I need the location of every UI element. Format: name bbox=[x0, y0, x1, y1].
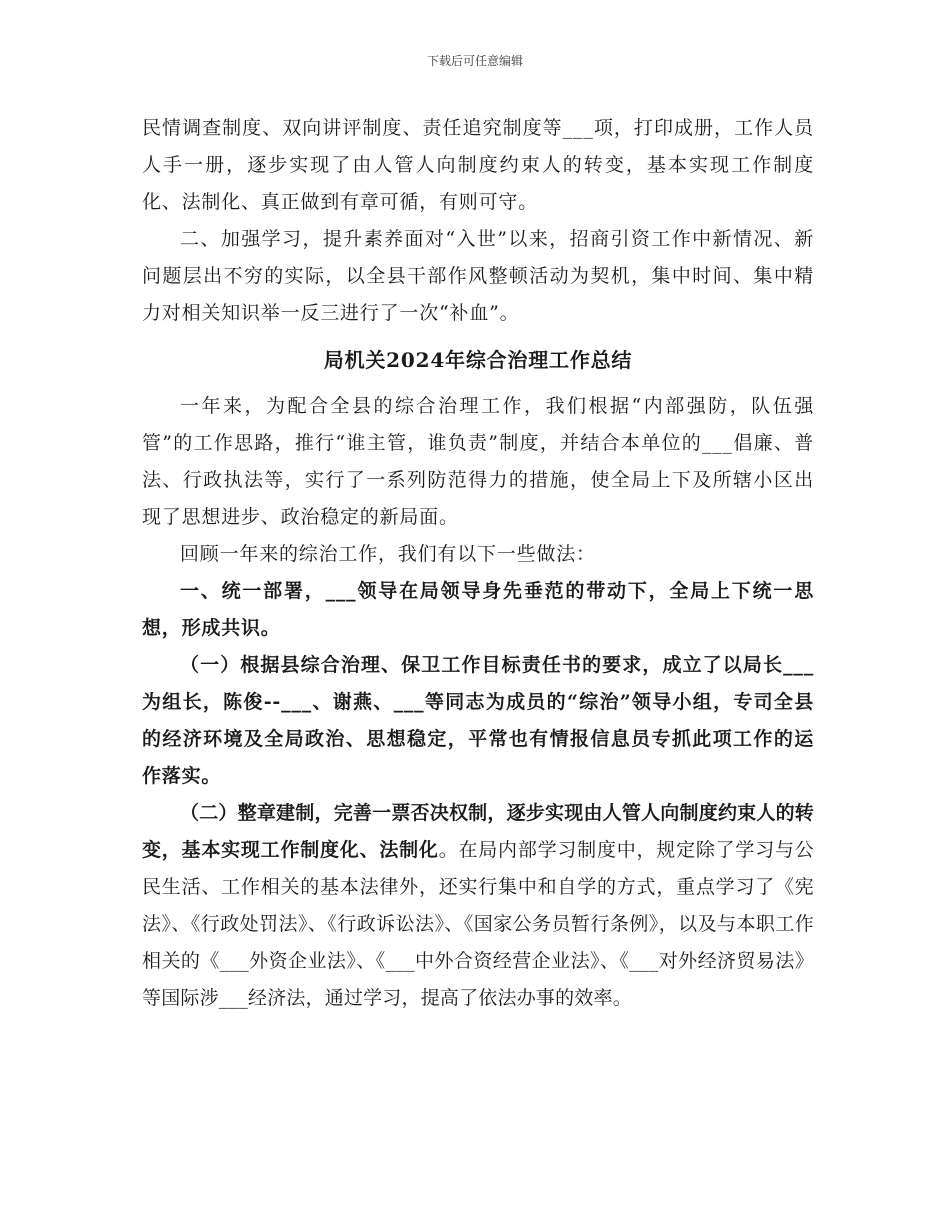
paragraph-continued: 民情调查制度、双向讲评制度、责任追究制度等___项，打印成册，工作人员人手一册，逐步实现了由人管人向制度约束人的转变，基本实现工作制度化、法制化、真正做到有章可循，有则可守。 bbox=[142, 117, 814, 213]
paragraph-review: 回顾一年来的综治工作，我们有以下一些做法： bbox=[180, 543, 596, 565]
item-two-bold-lead: （二）整章建制，完善一票否决权制，逐步实现由人管人向制度约束人的转变，基本实现工作制度化、法制化 bbox=[142, 802, 814, 861]
page-header: 下载后可任意编辑 bbox=[426, 54, 523, 68]
paragraph-item-one: （一）根据县综合治理、保卫工作目标责任书的要求，成立了以局长___为组长，陈俊--___、谢燕、___等同志为成员的“综治”领导小组，专司全县的经济环境及全局政治、思想稳定，平常也有情报信息员专抓此项工作的运作落实。 bbox=[142, 654, 814, 787]
section-heading-one: 一、统一部署，___领导在局领导身先垂范的带动下，全局上下统一思想，形成共识。 bbox=[142, 580, 814, 639]
paragraph-item-two bbox=[142, 795, 814, 1017]
document-body bbox=[142, 110, 814, 1017]
document-title: 局机关2024年综合治理工作总结 bbox=[323, 348, 633, 372]
paragraph-study: 二、加强学习，提升素养面对“入世”以来，招商引资工作中新情况、新问题层出不穷的实际，以全县干部作风整顿活动为契机，集中时间、集中精力对相关知识举一反三进行了一次“补血”。 bbox=[142, 228, 814, 324]
item-two-rest: 。在局内部学习制度中，规定除了学习与公民生活、工作相关的基本法律外，还实行集中和自学的方式，重点学习了《宪法》、《行政处罚法》、《行政诉讼法》、《国家公务员暂行条例》，以及与本职工作相关的《___外资企业法》、《___中外合资经营企业法》、《___对外经济贸易法》等国际涉___经济法，通过学习，提高了依法办事的效率。 bbox=[142, 839, 814, 1009]
paragraph-intro: 一年来，为配合全县的综合治理工作，我们根据“内部强防，队伍强管”的工作思路，推行“谁主管，谁负责”制度，并结合本单位的___倡廉、普法、行政执法等，实行了一系列防范得力的措施，使全局上下及所辖小区出现了思想进步、政治稳定的新局面。 bbox=[142, 395, 814, 528]
